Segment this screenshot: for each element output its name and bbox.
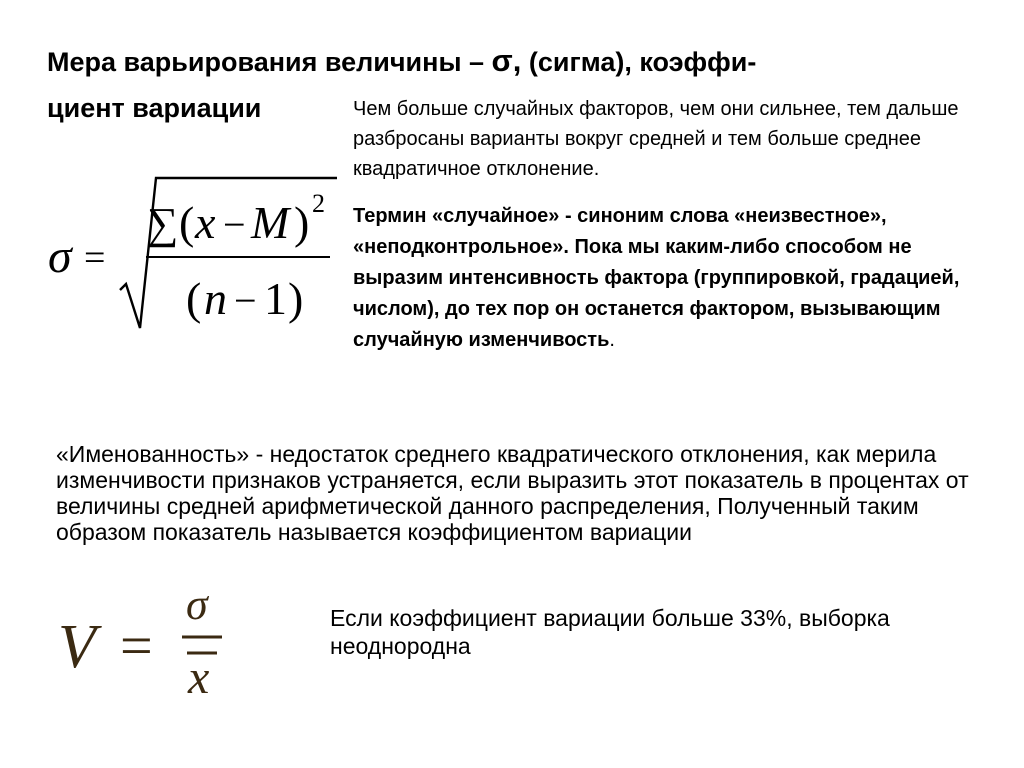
denominator-rparen: ) [288, 273, 304, 324]
random-term-period: . [609, 329, 615, 351]
formula-v-lhs: V [58, 613, 96, 681]
formula-sigma-lhs: σ [48, 230, 72, 283]
denominator-n: n [204, 273, 227, 324]
numerator-minus: − [223, 202, 246, 247]
sigma-formula [40, 168, 340, 338]
title-part3: циент вариации [47, 93, 262, 123]
numerator-lparen: ( [179, 197, 195, 248]
random-term-text: Термин «случайное» - синоним слова «неизвестное», «неподконтрольное». Пока мы каким-либо способом не выразим интенсивность фактора (группировкой, градацией, числом), до тех пор он останется фактором, вызывающим случайную изменчивость [353, 205, 960, 351]
formula-v-equals: = [120, 613, 153, 678]
title-part1: Мера варьирования величины – [47, 47, 492, 77]
denominator-lparen: ( [186, 273, 202, 324]
named-units-paragraph: «Именованность» - недостаток среднего квадратического отклонения, как мерила изменчивости признаков устраняется, если выразить этот показатель в процентах от величины средней арифметической данного распределения, Полученный таким образом показатель называется коэффициентом вариации [56, 441, 969, 545]
denominator-minus: − [234, 278, 257, 323]
formula-sum-symbol: ∑ [147, 199, 179, 248]
denominator-one: 1 [264, 273, 287, 324]
formula-sigma-equals: = [84, 237, 106, 279]
heterogeneity-note: Если коэффициент вариации больше 33%, выборка неоднородна [330, 605, 890, 659]
random-term-paragraph [353, 201, 993, 356]
random-factors-paragraph: Чем больше случайных факторов, чем они сильнее, тем дальше разбросаны варианты вокруг средней и тем больше среднее квадратичное отклонение. [353, 98, 959, 180]
numerator-exponent: 2 [312, 189, 325, 218]
variation-coefficient-formula [52, 585, 242, 700]
numerator-x: x [195, 197, 216, 248]
formula-v-denominator: x [188, 651, 210, 700]
title-part2: (сигма), коэффи- [521, 47, 757, 77]
numerator-M: M [251, 197, 290, 248]
title-sigma: σ, [491, 43, 522, 78]
numerator-rparen: ) [294, 197, 310, 248]
formula-v-numerator: σ [186, 585, 208, 629]
